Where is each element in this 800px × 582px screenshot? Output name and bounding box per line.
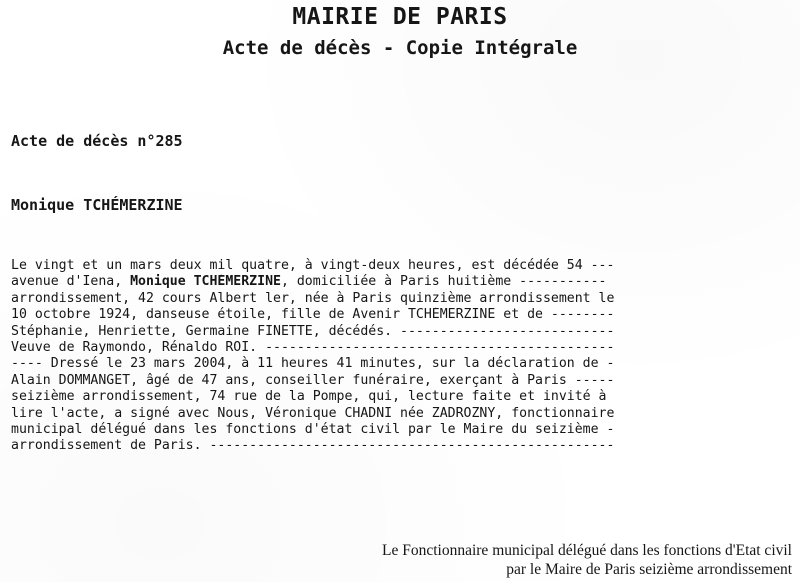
body-line: municipal délégué dans les fonctions d'état civil par le Maire du seizième - [11,421,615,437]
body-line: 10 octobre 1924, danseuse étoile, fille de Avenir TCHÉMERZINE et de -------- [11,307,615,323]
signature-line-1: Le Fonctionnaire municipal délégué dans les fonctions d'Etat civil [382,542,792,559]
body-line-with-name [11,274,716,290]
signature-line-2: par le Maire de Paris seizième arrondissement [506,561,792,578]
document-subtitle: Acte de décès - Copie Intégrale [222,37,578,59]
body-line: ---- Dressé le 23 mars 2004, à 11 heures 41 minutes, sur la déclaration de - [11,356,615,372]
body-line: Veuve de Raymondo, Rénaldo ROI. -------------------------------------------- [11,339,615,355]
body-line: lire l'acte, a signé avec Nous, Véronique CHADNI née ZADROZNY, fonctionnaire [11,405,615,421]
body-bold-name: Monique TCHÉMERZINE [130,274,281,290]
signature-block [382,541,792,579]
body-line-prefix: avenue d'Iena, [11,274,131,290]
act-body [11,258,716,455]
document-title: MAIRIE DE PARIS [292,4,508,30]
body-line: seizième arrondissement, 74 rue de la Pompe, qui, lecture faite et invité à [11,389,607,405]
deceased-name: Monique TCHÉMERZINE [11,196,183,214]
body-line: Stéphanie, Henriette, Germaine FINETTE, décédés. --------------------------- [11,323,615,339]
body-line: arrondissement de Paris. --------------------------------------------------- [11,438,615,454]
act-number: Acte de décès n°285 [11,132,183,150]
body-line: Le vingt et un mars deux mil quatre, à vingt-deux heures, est décédée 54 --- [11,258,615,273]
body-line: arrondissement, 42 cours Albert ler, née à Paris quinzième arrondissement le [11,290,615,306]
body-line-suffix: , domiciliée à Paris huitième ----------- [280,274,607,290]
body-line: Alain DOMMANGET, âgé de 47 ans, conseiller funéraire, exerçant à Paris ----- [11,372,615,388]
